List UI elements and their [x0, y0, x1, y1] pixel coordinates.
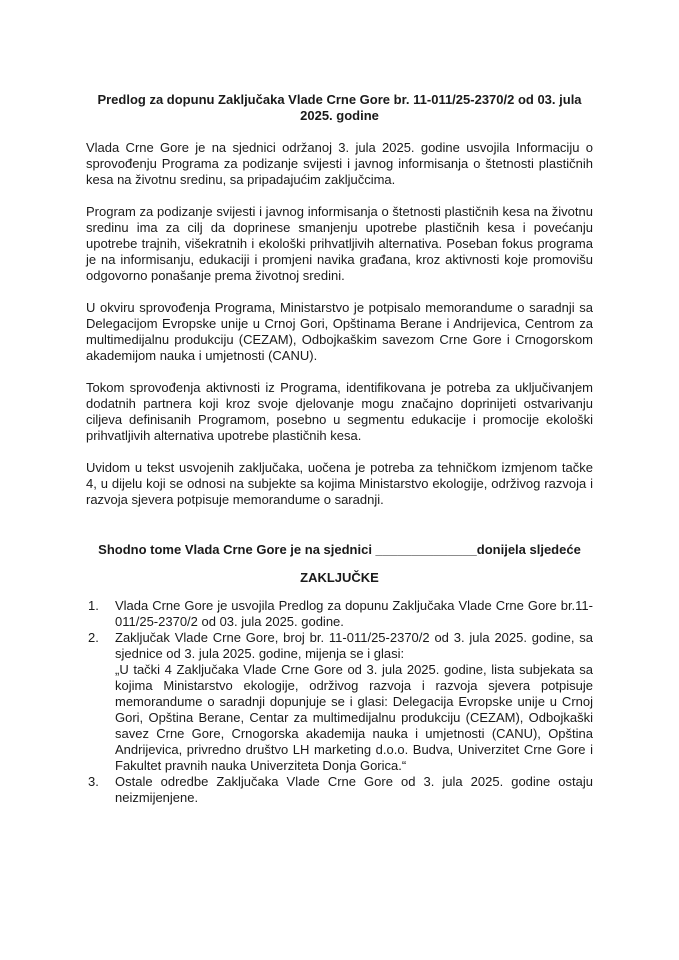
paragraph: Program za podizanje svijesti i javnog informisanja o štetnosti plastičnih kesa na životnu sredinu ima za cilj da doprinese smanjenju upotrebe plastičnih kesa i povećanju upotrebe trajnih, višekratnih i ekološki prihvatljivih alternativa. Poseban fokus programa je na informisanju, edukaciji i promjeni navika građana, kroz aktivnosti koje promovišu odgovorno ponašanje prema životnoj sredini. — [86, 204, 593, 283]
list-text-block — [115, 630, 593, 774]
document-page — [86, 92, 593, 806]
list-item — [86, 630, 593, 774]
decision-line: Shodno tome Vlada Crne Gore je na sjednici ______________donijela sljedeće — [98, 542, 581, 557]
paragraph: U okviru sprovođenja Programa, Ministarstvo je potpisalo memorandume o saradnji sa Delegacijom Evropske unije u Crnoj Gori, Opštinama Berane i Andrijevica, Centrom za multimedijalnu produkciju (CEZAM), Odbojkaškim savezom Crne Gore i Crnogorskom akademijom nauka i umjetnosti (CANU). — [86, 300, 593, 363]
list-number: 3. — [88, 774, 99, 789]
conclusions-heading: ZAKLJUČKE — [300, 570, 379, 585]
list-number: 2. — [88, 630, 99, 645]
list-text: Vlada Crne Gore je usvojila Predlog za dopunu Zaključaka Vlade Crne Gore br.11-011/25-2370/2 od 03. jula 2025. godine. — [115, 598, 593, 629]
paragraph: Tokom sprovođenja aktivnosti iz Programa, identifikovana je potreba za uključivanjem dodatnih partnera koji kroz svoje djelovanje mogu značajno doprinijeti ostvarivanju ciljeva definisanih Programom, posebno u segmentu edukacije i promocije ekološki prihvatljivih alternativa upotrebe plastičnih kesa. — [86, 380, 593, 443]
conclusions-list — [86, 598, 593, 806]
list-number: 1. — [88, 598, 99, 613]
list-text: Ostale odredbe Zaključaka Vlade Crne Gore od 3. jula 2025. godine ostaju neizmijenjene. — [115, 774, 593, 805]
list-quote: „U tački 4 Zaključaka Vlade Crne Gore od 3. jula 2025. godine, lista subjekata sa kojima Ministarstvo ekologije, održivog razvoja i razvoja sjevera potpisuje memorandume o saradnji dopunjuje se i glasi: Delegacija Evropske unije u Crnoj Gori, Opština Berane, Centar za multimedijalnu produkciju (CEZAM), Odbojkaški savez Crne Gore, Crnogorska akademija nauka i umjetnosti (CANU), Opština Andrijevica, privredno društvo LH marketing d.o.o. Budva, Univerzitet Crne Gore i Fakultet pravnih nauka Univerziteta Donja Gorica.“ — [115, 662, 593, 773]
document-title: Predlog za dopunu Zaključaka Vlade Crne Gore br. 11-011/25-2370/2 od 03. jula 2025. godine — [97, 92, 582, 123]
list-item — [86, 774, 593, 806]
list-item — [86, 598, 593, 630]
paragraph: Vlada Crne Gore je na sjednici održanoj 3. jula 2025. godine usvojila Informaciju o sprovođenju Programa za podizanje svijesti i javnog informisanja o štetnosti plastičnih kesa na životnu sredinu, sa pripadajućim zaključcima. — [86, 140, 593, 187]
paragraph: Uvidom u tekst usvojenih zaključaka, uočena je potreba za tehničkom izmjenom tačke 4, u dijelu koji se odnosi na subjekte sa kojima Ministarstvo ekologije, održivog razvoja i razvoja sjevera potpisuje memorandume o saradnji. — [86, 460, 593, 507]
list-text: Zaključak Vlade Crne Gore, broj br. 11-011/25-2370/2 od 3. jula 2025. godine, sa sjednice od 3. jula 2025. godine, mijenja se i glasi: — [115, 630, 593, 661]
